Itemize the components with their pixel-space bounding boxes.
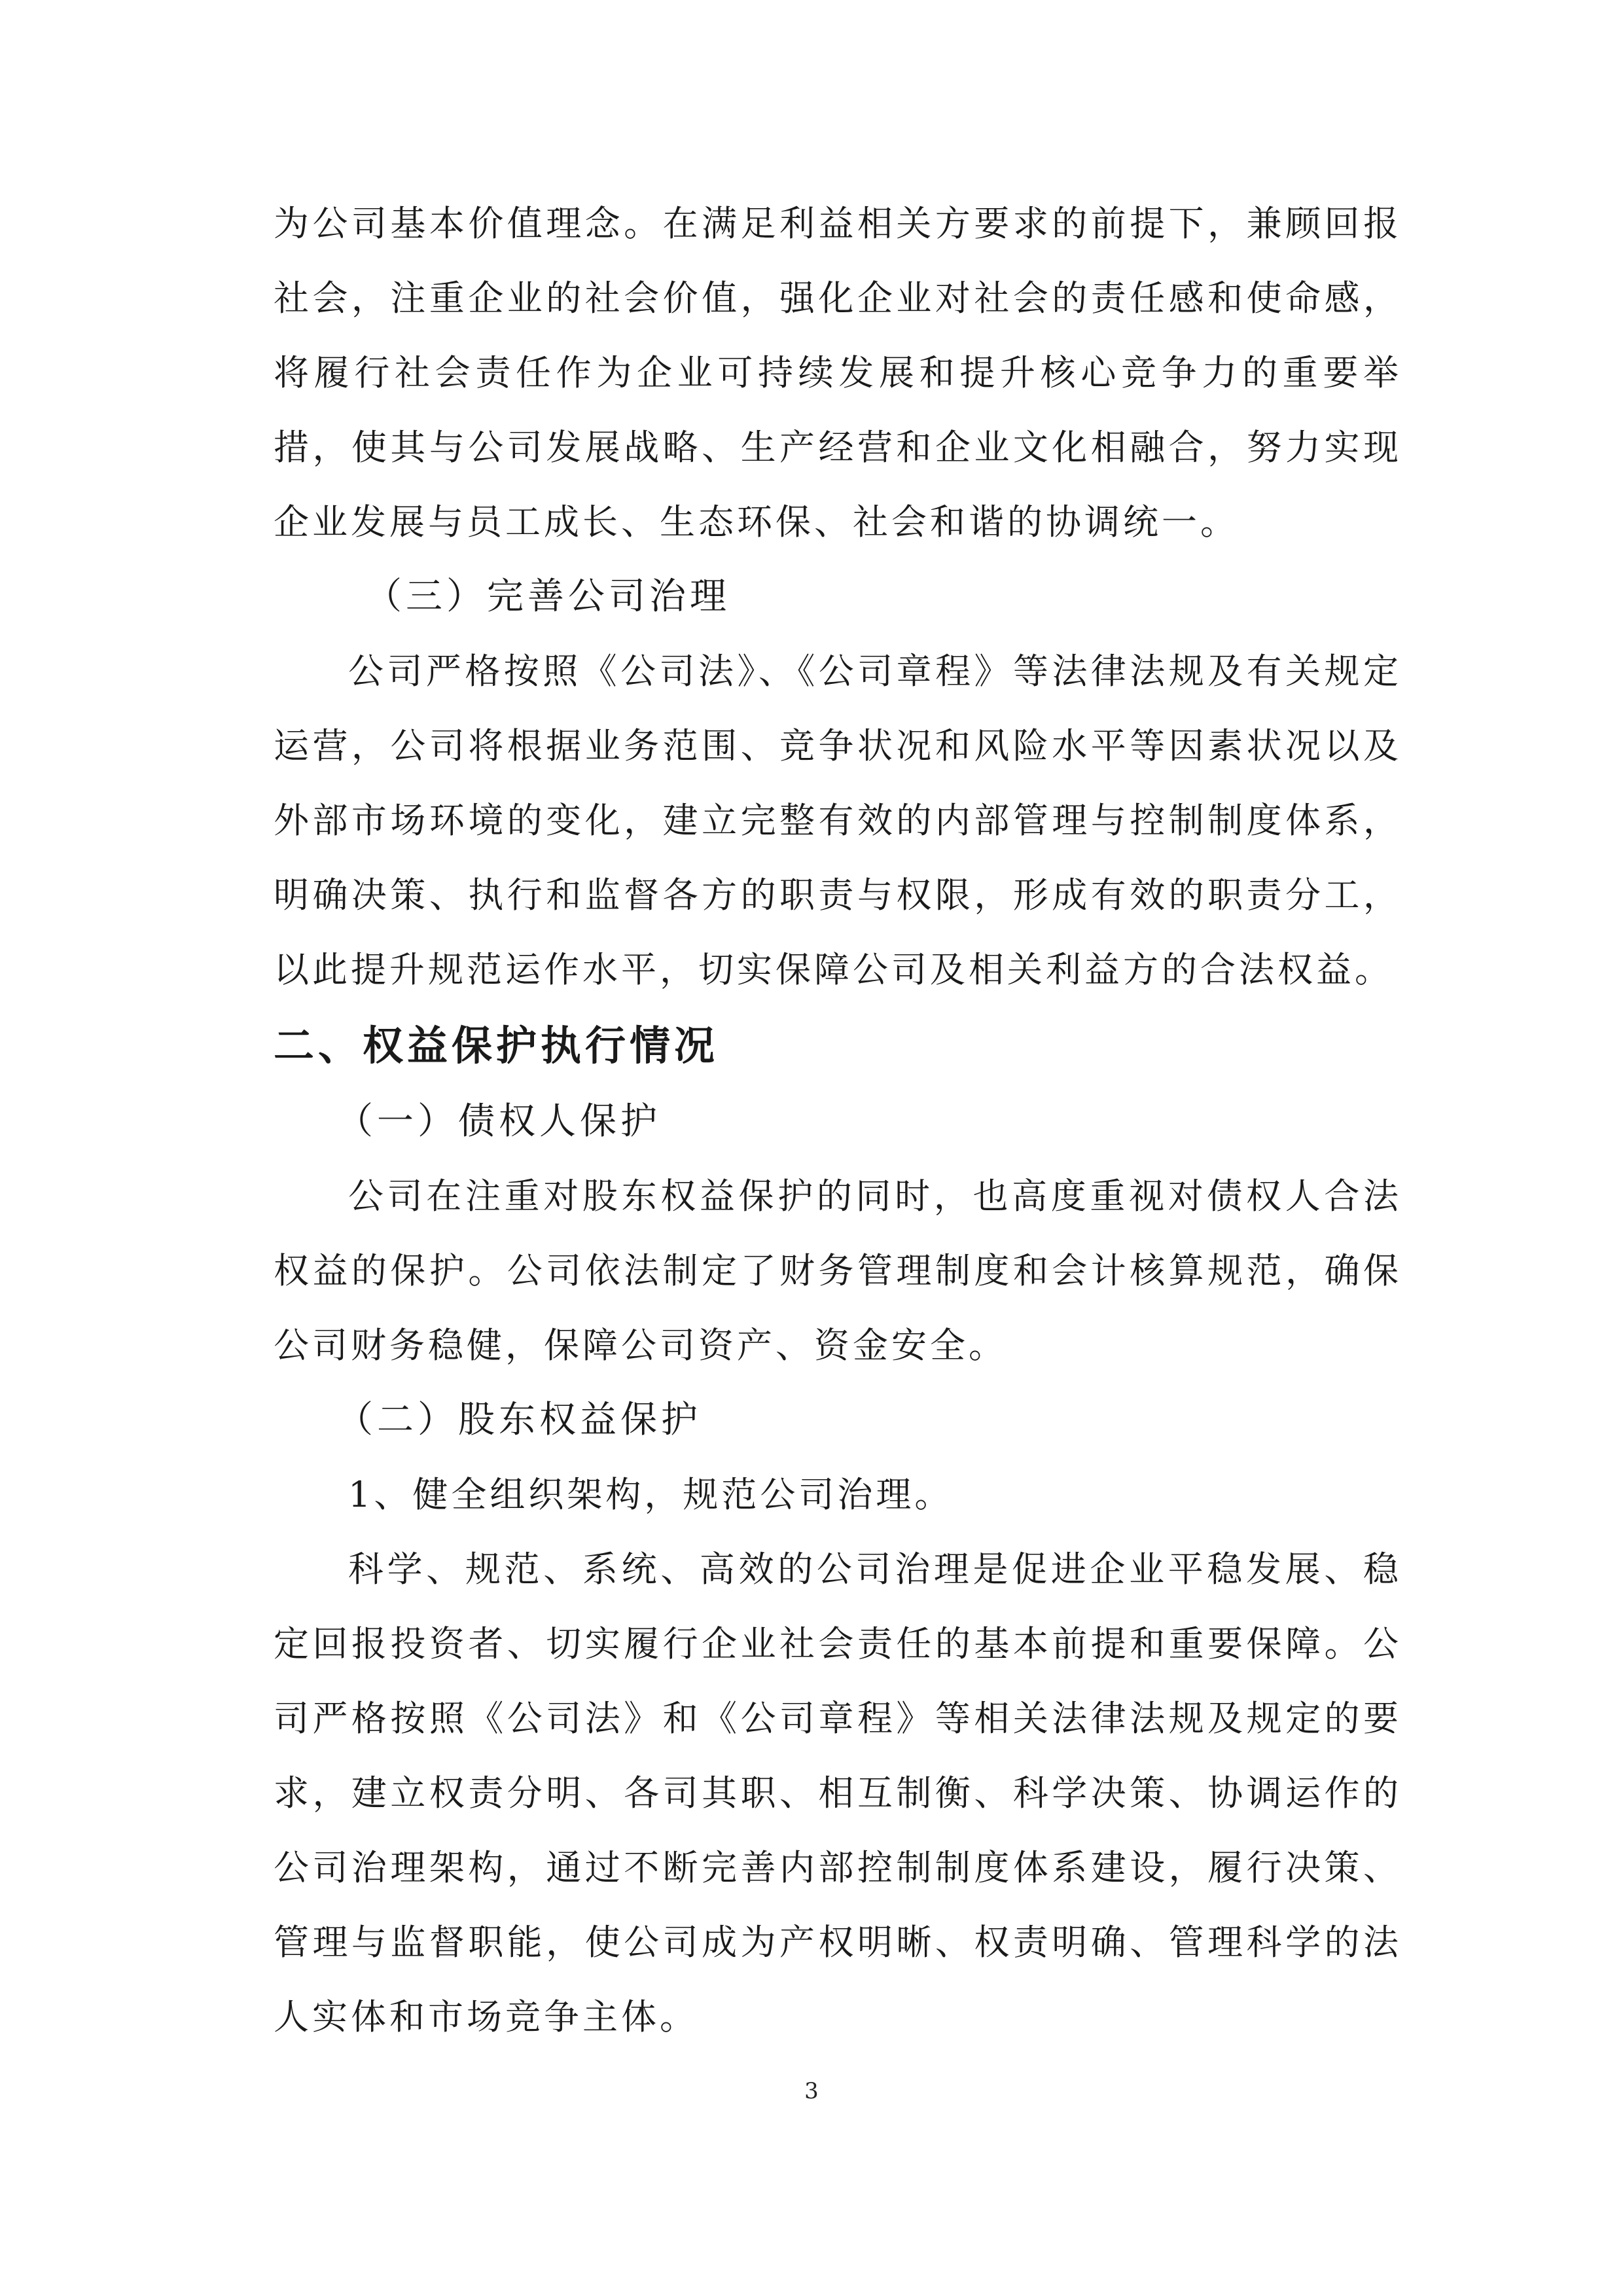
subheading-corporate-governance: （三）完善公司治理 bbox=[365, 575, 730, 618]
paragraph-governance: 公司严格按照《公司法》、《公司章程》等法律法规及有关规定运营，公司将根据业务范围、竞争状况和风险水平等因素状况以及外部市场环境的变化，建立完整有效的内部管理与控制制度体系，明确决策、执行和监督各方的职责与权限，形成有效的职责分工，以此提升规范运作水平，切实保障公司及相关利益方的合法权益。 bbox=[274, 651, 1402, 990]
subheading-shareholder-protection: （二）股东权益保护 bbox=[336, 1399, 702, 1441]
section-heading-rights-protection: 二、权益保护执行情况 bbox=[274, 1022, 719, 1069]
paragraph-values: 为公司基本价值理念。在满足利益相关方要求的前提下，兼顾回报社会，注重企业的社会价值，强化企业对社会的责任感和使命感，将履行社会责任作为企业可持续发展和提升核心竞争力的重要举措，使其与公司发展战略、生产经营和企业文化相融合，努力实现企业发展与员工成长、生态环保、社会和谐的协调统一。 bbox=[274, 203, 1402, 543]
document-body bbox=[274, 187, 1402, 2054]
subheading-creditor-protection: （一）债权人保护 bbox=[336, 1100, 661, 1143]
paragraph-governance-structure: 科学、规范、系统、高效的公司治理是促进企业平稳发展、稳定回报投资者、切实履行企业社会责任的基本前提和重要保障。公司严格按照《公司法》和《公司章程》等相关法律法规及规定的要求，建立权责分明、各司其职、相互制衡、科学决策、协调运作的公司治理架构，通过不断完善内部控制制度体系建设，履行决策、管理与监督职能，使公司成为产权明晰、权责明确、管理科学的法人实体和市场竞争主体。 bbox=[274, 1549, 1402, 2037]
paragraph-organization: 1、健全组织架构，规范公司治理。 bbox=[348, 1474, 954, 1515]
paragraph-creditor-protection: 公司在注重对股东权益保护的同时，也高度重视对债权人合法权益的保护。公司依法制定了财务管理制度和会计核算规范，确保公司财务稳健，保障公司资产、资金安全。 bbox=[274, 1175, 1402, 1366]
page-number: 3 bbox=[804, 2078, 819, 2104]
